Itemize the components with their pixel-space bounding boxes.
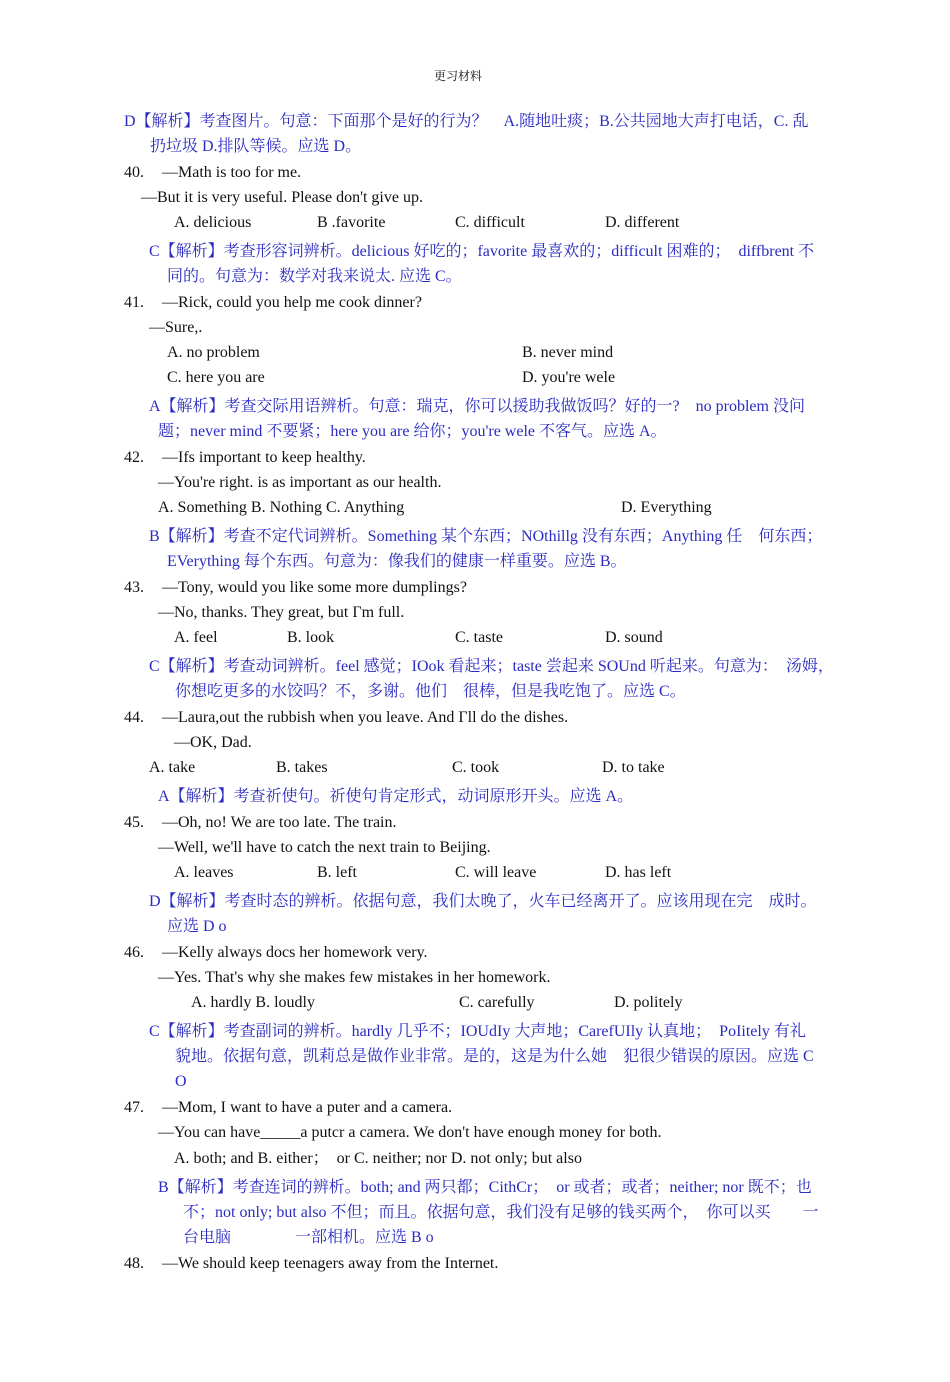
question-41-line2: —Sure,. <box>149 319 203 336</box>
analysis-46-line2: 貌地。依据句意，凯莉总是做作业非常。是的，这是为什么她 犯很少错误的原因。应选 C <box>175 1048 814 1065</box>
question-43-line2: —No, thanks. They great, but Γm full. <box>158 604 405 621</box>
question-41-option-a: A. no problem <box>167 344 260 361</box>
question-44-option-c: C. took <box>452 759 500 776</box>
question-40-line2: —But it is very useful. Please don't give up. <box>141 189 423 206</box>
question-44-stem: —Laura,out the rubbish when you leave. And Γll do the dishes. <box>162 709 569 726</box>
analysis-47-line3: 台电脑 一部相机。应选 B o <box>183 1229 434 1246</box>
analysis-47-line2: 不；not only; but also 不但；而且。依据句意，我们没有足够的钱买两个， 你可以买 一 <box>183 1204 819 1221</box>
question-48-number: 48. <box>124 1255 144 1272</box>
question-47-line2: —You can have_____a putcr a camera. We don't have enough money for both. <box>158 1124 662 1141</box>
question-41-option-d: D. you're wele <box>522 369 616 386</box>
question-40-option-a: A. delicious <box>174 214 252 231</box>
analysis-41-line1: A【解析】考查交际用语辨析。句意：瑞克，你可以援助我做饭吗？好的一? no problem 没问 <box>149 398 805 415</box>
analysis-39-line2: 扔垃圾 D.排队等候。应选 D。 <box>150 138 362 155</box>
question-42-line2: —You're right. is as important as our health. <box>158 474 442 491</box>
question-46-option-c: C. carefully <box>459 994 535 1011</box>
question-47-stem: —Mom, I want to have a puter and a camera. <box>162 1099 453 1116</box>
question-48-stem: —We should keep teenagers away from the Internet. <box>162 1255 499 1272</box>
question-46-number: 46. <box>124 944 144 961</box>
question-45-number: 45. <box>124 814 144 831</box>
page-header: 更习材料 <box>434 69 483 83</box>
question-45-option-a: A. leaves <box>174 864 234 881</box>
analysis-43-line1: C【解析】考查动词辨析。feel 感觉；IOok 看起来；taste 尝起来 SOUnd 听起来。句意为： 汤姆， <box>149 658 834 675</box>
question-41-number: 41. <box>124 294 144 311</box>
question-42-stem: —Ifs important to keep healthy. <box>162 449 366 466</box>
question-42-option-d: D. Everything <box>621 499 712 516</box>
question-40-number: 40. <box>124 164 144 181</box>
question-42-number: 42. <box>124 449 144 466</box>
question-44-option-b: B. takes <box>276 759 328 776</box>
analysis-40-line1: C【解析】考查形容词辨析。delicious 好吃的；favorite 最喜欢的；difficult 困难的； diffbrent 不 <box>149 243 815 260</box>
analysis-46-line3: O <box>175 1073 187 1090</box>
question-44-option-d: D. to take <box>602 759 665 776</box>
question-44-line2: —OK, Dad. <box>174 734 252 751</box>
question-46-option-ab: A. hardly B. loudly <box>191 994 315 1011</box>
analysis-45-line2: 应选 D o <box>167 918 227 935</box>
question-45-option-c: C. will leave <box>455 864 537 881</box>
question-45-option-d: D. has left <box>605 864 672 881</box>
question-45-stem: —Oh, no! We are too late. The train. <box>162 814 397 831</box>
question-46-line2: —Yes. That's why she makes few mistakes in her homework. <box>158 969 551 986</box>
analysis-42-line1: B【解析】考查不定代词辨析。Something 某个东西；NOthillg 没有东西；Anything 任 何东西； <box>149 528 823 545</box>
analysis-47-line1: B【解析】考查连词的辨析。both; and 两只都；CithCr； or 或者；或者；neither; nor 既不；也 <box>158 1179 812 1196</box>
question-43-option-a: A. feel <box>174 629 218 646</box>
question-43-option-d: D. sound <box>605 629 663 646</box>
question-41-option-b: B. never mind <box>522 344 614 361</box>
analysis-40-line2: 同的。句意为：数学对我来说太. 应选 C。 <box>167 268 462 285</box>
question-47-options: A. both; and B. either； or C. neither; nor D. not only; but also <box>174 1150 582 1167</box>
question-45-line2: —Well, we'll have to catch the next train to Beijing. <box>158 839 491 856</box>
question-40-option-d: D. different <box>605 214 680 231</box>
question-44-option-a: A. take <box>149 759 196 776</box>
question-40-option-c: C. difficult <box>455 214 525 231</box>
question-44-number: 44. <box>124 709 144 726</box>
question-43-number: 43. <box>124 579 144 596</box>
analysis-43-line2: 你想吃更多的水饺吗？不，多谢。他们 很棒，但是我吃饱了。应选 C。 <box>175 683 686 700</box>
question-40-option-b: B .favorite <box>317 214 386 231</box>
question-45-option-b: B. left <box>317 864 357 881</box>
question-42-option-abc: A. Something B. Nothing C. Anything <box>158 499 405 516</box>
question-41-stem: —Rick, could you help me cook dinner? <box>162 294 422 311</box>
analysis-44-line1: A【解析】考查祈使句。祈使句肯定形式，动词原形开头。应选 A。 <box>158 788 634 805</box>
analysis-39-line1: D【解析】考查图片。句意：下面那个是好的行为？ A.随地吐痰；B.公共园地大声打电话，C. 乱 <box>124 113 809 130</box>
question-40-stem: —Math is too for me. <box>162 164 302 181</box>
question-46-option-d: D. politely <box>614 994 683 1011</box>
question-41-option-c: C. here you are <box>167 369 265 386</box>
question-43-option-c: C. taste <box>455 629 503 646</box>
analysis-45-line1: D【解析】考查时态的辨析。依据句意，我们太晚了，火车已经离开了。应该用现在完 成时。 <box>149 893 817 910</box>
question-43-option-b: B. look <box>287 629 335 646</box>
analysis-46-line1: C【解析】考查副词的辨析。hardly 几乎不；IOUdIy 大声地；CarefUIly 认真地； PoIitely 有礼 <box>149 1023 806 1040</box>
analysis-42-line2: EVerything 每个东西。句意为：像我们的健康一样重要。应选 B。 <box>167 553 627 570</box>
question-47-number: 47. <box>124 1099 144 1116</box>
question-43-stem: —Tony, would you like some more dumplings? <box>162 579 467 596</box>
question-46-stem: —Kelly always docs her homework very. <box>162 944 428 961</box>
analysis-41-line2: 题；never mind 不要紧；here you are 给你；you're wele 不客气。应选 A。 <box>158 423 667 440</box>
